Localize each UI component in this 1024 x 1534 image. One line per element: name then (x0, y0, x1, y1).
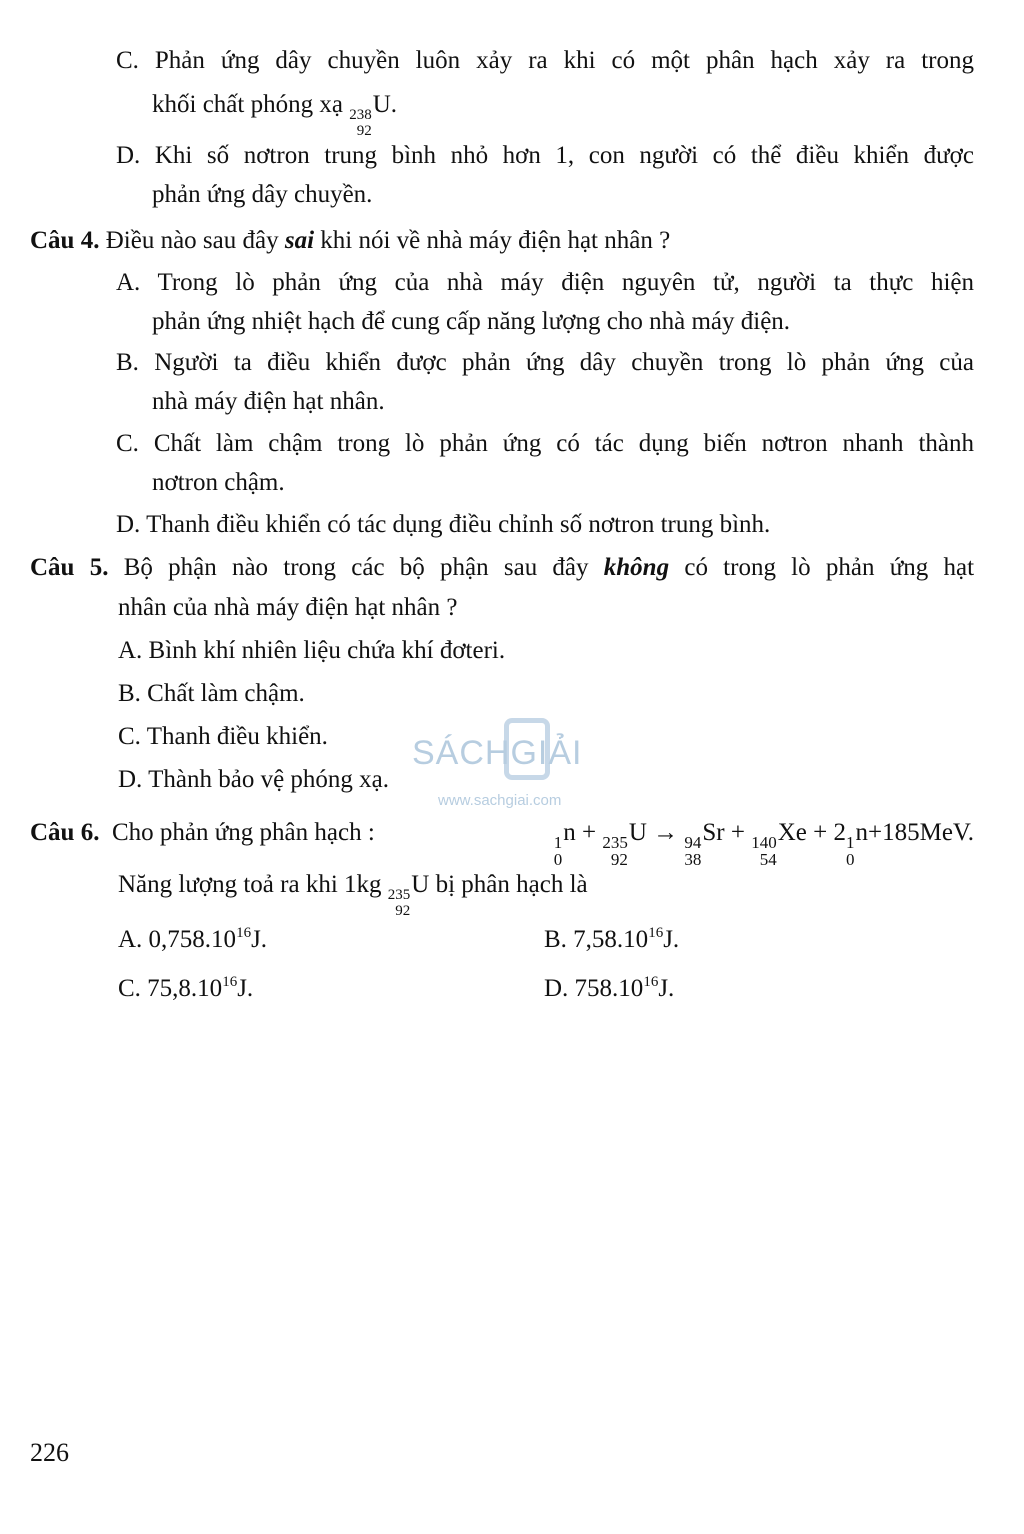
reaction-energy: +185MeV. (867, 819, 974, 846)
q4-stem-after: khi nói về nhà máy điện hạt nhân ? (320, 227, 671, 254)
q3-option-d-line2: phản ứng dây chuyền. (152, 181, 373, 208)
q5-option-d: D. Thành bảo vệ phóng xạ. (118, 766, 390, 793)
uranium-235-nuclide: 235 92 (387, 886, 411, 919)
q6-stem-line2: Năng lượng toả ra khi 1kg 235 92 U bị phân hạch là (118, 871, 588, 919)
page-number: 226 (30, 1438, 69, 1467)
q5-option-b: B. Chất làm chậm. (118, 680, 305, 707)
sachgiai-watermark (412, 718, 622, 818)
q5-stem-before: Bộ phận nào trong các bộ phận sau đây (123, 554, 589, 581)
q5-stem-line2: nhân của nhà máy điện hạt nhân ? (118, 594, 458, 621)
q6-option-a: A. 0,758.10$^{16}$J. (118, 925, 268, 953)
q4-option-a-line2: phản ứng nhiệt hạch để cung cấp năng lượng cho nhà máy điện. (152, 308, 791, 335)
q5-stem-after: có trong lò phản ứng hạt (684, 554, 975, 581)
uranium-symbol: U. (372, 91, 397, 118)
q4-stem-emphasis: sai (284, 227, 315, 254)
q4-option-c-line1: C. Chất làm chậm trong lò phản ứng có tác dụng biến nơtron nhanh thành (116, 430, 974, 457)
q3-option-c-line2 (152, 90, 397, 139)
q3-option-c-text: khối chất phóng xạ (152, 91, 343, 118)
watermark-url: www.sachgiai.com (438, 792, 562, 809)
q6-stem (30, 818, 974, 869)
q6-stem-before: Cho phản ứng phân hạch : (111, 819, 375, 846)
plus-sign: + (581, 819, 597, 846)
q4-stem (30, 226, 670, 256)
neutron-nuclide: 1 0 (845, 832, 855, 870)
fission-reaction-equation: 1 0 n + 235 92 U → 94 38 Sr + 140 54 Xe + 2 1 0 n+185MeV. (553, 819, 974, 870)
reaction-arrow: → (653, 819, 679, 846)
q4-label: Câu 4. (30, 227, 100, 254)
q4-option-d: D. Thanh điều khiển có tác dụng điều chỉnh số nơtron trung bình. (116, 511, 771, 538)
strontium-94-nuclide: 94 38 (684, 832, 702, 870)
uranium-238-nuclide: 238 92 (349, 106, 372, 139)
q4-option-a-line1: A. Trong lò phản ứng của nhà máy điện nguyên tử, người ta thực hiện (116, 269, 974, 296)
uranium-235-nuclide: 235 92 (602, 832, 628, 870)
q4-option-b-line2: nhà máy điện hạt nhân. (152, 388, 385, 415)
q5-stem (30, 553, 974, 583)
neutron-nuclide: 1 0 (553, 832, 563, 870)
q3-option-d-line1: D. Khi số nơtron trung bình nhỏ hơn 1, con người có thể điều khiển được (116, 142, 974, 169)
watermark-brand: SÁCHGIẢI (412, 734, 583, 772)
q5-stem-emphasis: không (603, 554, 670, 581)
q5-label: Câu 5. (30, 554, 109, 581)
q3-option-c-line1: C. Phản ứng dây chuyền luôn xảy ra khi có một phân hạch xảy ra trong (116, 47, 974, 74)
xenon-140-nuclide: 140 54 (751, 832, 777, 870)
q5-option-c: C. Thanh điều khiển. (118, 723, 328, 750)
q6-label: Câu 6. (30, 819, 100, 846)
q4-option-c-line2: nơtron chậm. (152, 469, 285, 496)
q5-option-a: A. Bình khí nhiên liệu chứa khí đơteri. (118, 637, 506, 664)
neutron-coefficient: 2 (833, 819, 846, 846)
plus-sign: + (730, 819, 745, 846)
q6-option-c: C. 75,8.10$^{16}$J. (118, 974, 254, 1002)
q4-stem-before: Điều nào sau đây (105, 227, 279, 254)
q6-option-d: D. 758.10$^{16}$J. (544, 974, 675, 1002)
q6-stem-text (30, 818, 375, 848)
q4-option-b-line1: B. Người ta điều khiển được phản ứng dây chuyền trong lò phản ứng của (116, 349, 974, 376)
q6-option-b: B. 7,58.10$^{16}$J. (544, 925, 680, 953)
plus-sign: + (813, 819, 828, 846)
